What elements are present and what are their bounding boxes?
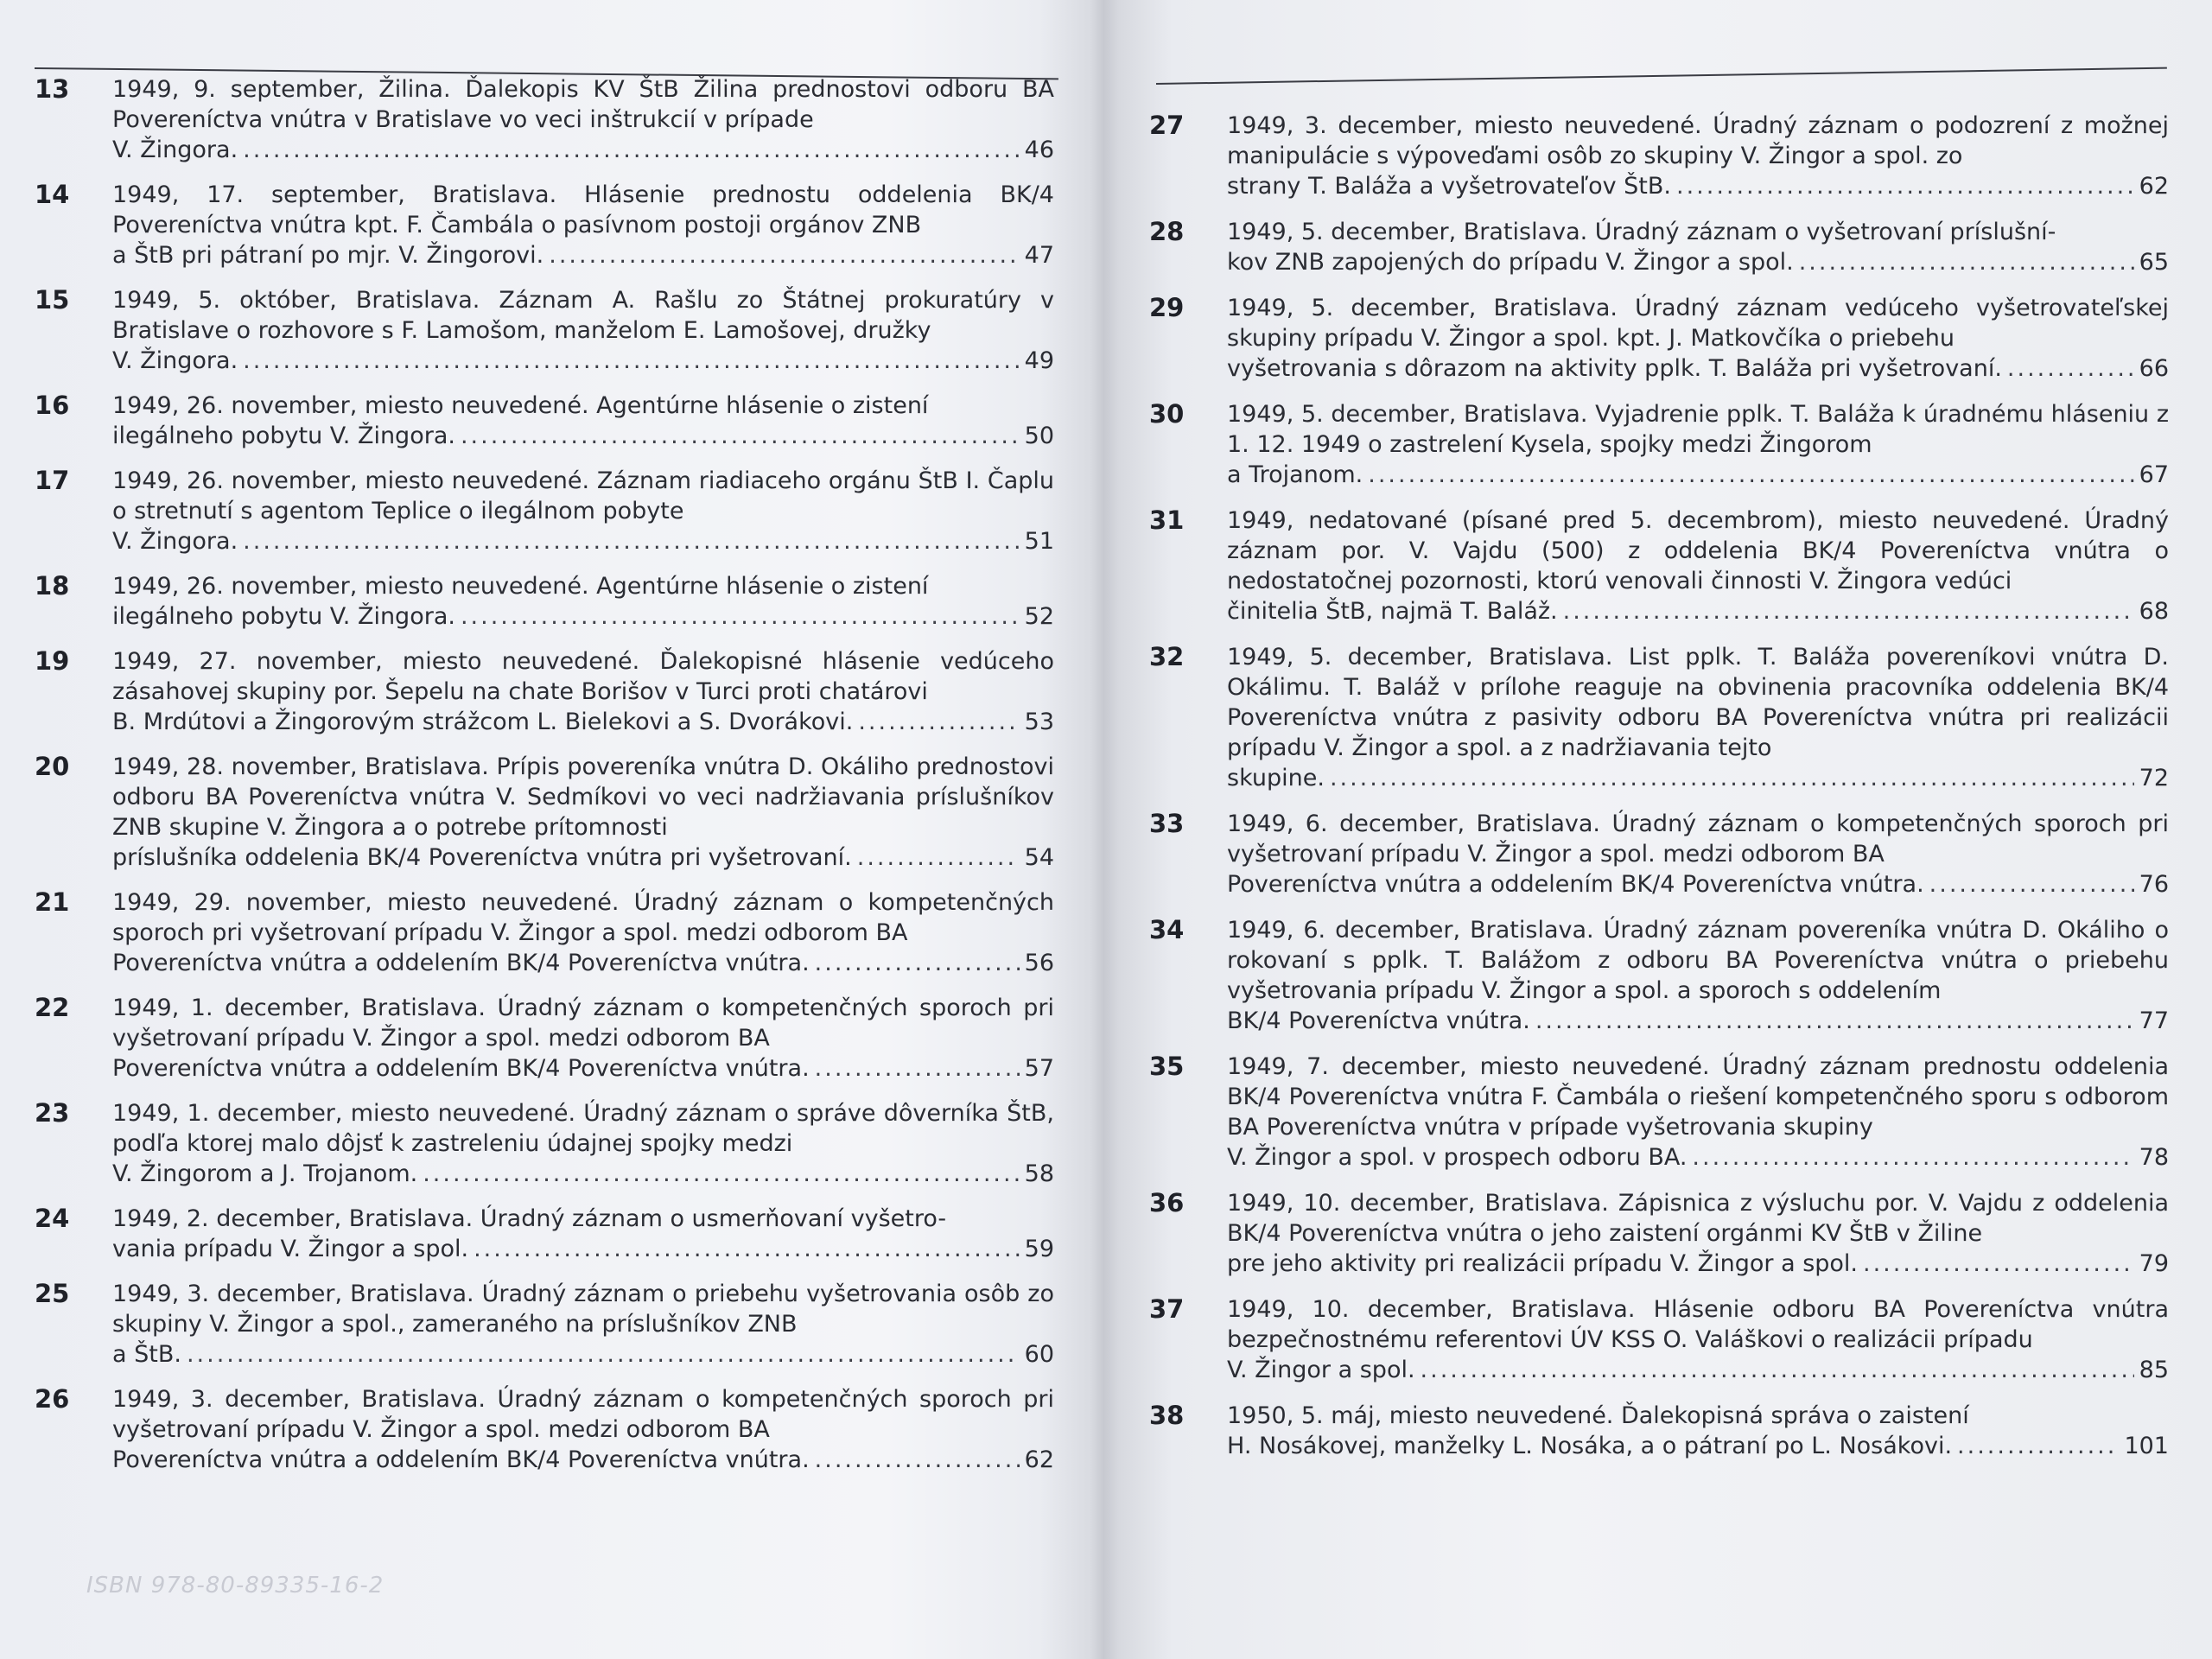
entry-number: 32 xyxy=(1149,642,1185,671)
entry-description-end: kov ZNB zapojených do prípadu V. Žingor a spol. xyxy=(1227,249,1794,276)
entry-last-line xyxy=(1227,1249,2169,1279)
entry-description-end: Povereníctva vnútra a oddelením BK/4 Povereníctva vnútra. xyxy=(112,950,810,976)
entry-last-line xyxy=(1227,353,2169,384)
entry-description-end: pre jeho aktivity pri realizácii prípadu V. Žingor a spol. xyxy=(1227,1250,1859,1277)
entry-number: 14 xyxy=(35,180,70,209)
entry-description: 1949, 6. december, Bratislava. Úradný záznam povereníka vnútra D. Okáliho o rokovaní s pplk. T. Balážom z odboru BA Povereníctva vnútra o priebehu vyšetrovania prípadu V. Žingor a spol. a sporoch s oddelením xyxy=(1227,917,2169,1004)
page-number: 52 xyxy=(1024,603,1054,630)
page-number: 56 xyxy=(1024,950,1054,976)
entry-description: 1949, 5. december, Bratislava. Úradný záznam o vyšetrovaní príslušní- xyxy=(1227,219,2056,245)
entry-last-line xyxy=(112,601,1054,632)
entry-number: 30 xyxy=(1149,399,1185,429)
entry-description: 1949, 10. december, Bratislava. Hlásenie odboru BA Povereníctva vnútra bezpečnostnému referentovi ÚV KSS O. Valáškovi o realizácii prípadu xyxy=(1227,1296,2169,1353)
right-page xyxy=(1141,0,2169,1659)
dot-leader xyxy=(1957,1431,2119,1461)
entry-description-end: V. Žingorom a J. Trojanom. xyxy=(112,1160,418,1187)
dot-leader xyxy=(1863,1249,2134,1279)
dot-leader xyxy=(1799,247,2134,277)
dot-leader xyxy=(1929,869,2134,899)
toc-entry xyxy=(1141,217,2169,277)
entry-last-line xyxy=(112,135,1054,165)
entry-description: 1949, 1. december, miesto neuvedené. Úradný záznam o správe dôverníka ŠtB, podľa ktorej malo dôjsť k zastreleniu údajnej spojky medzi xyxy=(112,1100,1054,1157)
entry-description-end: vyšetrovania s dôrazom na aktivity pplk. T. Baláža pri vyšetrovaní. xyxy=(1227,355,2002,382)
entry-number: 23 xyxy=(35,1098,70,1128)
page-number: 79 xyxy=(2139,1250,2169,1277)
page-number: 54 xyxy=(1024,844,1054,871)
entry-last-line xyxy=(1227,1142,2169,1173)
entry-description: 1949, 17. september, Bratislava. Hlásenie prednostu oddelenia BK/4 Povereníctva vnútra kpt. F. Čambála o pasívnom postoji orgánov ZNB xyxy=(112,181,1054,238)
dot-leader xyxy=(187,1339,1020,1370)
entry-last-line xyxy=(1227,460,2169,490)
entry-description: 1949, 3. december, Bratislava. Úradný záznam o kompetenčných sporoch pri vyšetrovaní prípadu V. Žingor a spol. medzi odborom BA xyxy=(112,1386,1054,1443)
toc-entry xyxy=(1141,1052,2169,1173)
entry-description-end: V. Žingora. xyxy=(112,137,238,163)
toc-entry xyxy=(26,887,1054,978)
dot-leader xyxy=(815,948,1020,978)
page-number: 62 xyxy=(2139,173,2169,200)
entry-number: 26 xyxy=(35,1384,70,1414)
page-number: 67 xyxy=(2139,461,2169,488)
page-number: 77 xyxy=(2139,1007,2169,1034)
toc-entry xyxy=(1141,1294,2169,1385)
page-number: 72 xyxy=(2139,765,2169,791)
dot-leader xyxy=(474,1234,1020,1264)
entry-number: 37 xyxy=(1149,1294,1185,1324)
entry-number: 28 xyxy=(1149,217,1185,246)
top-rule xyxy=(1156,67,2167,85)
entry-number: 34 xyxy=(1149,915,1185,944)
entry-last-line xyxy=(1227,1006,2169,1036)
entry-last-line xyxy=(1227,763,2169,793)
entry-last-line xyxy=(112,1445,1054,1475)
entry-description-end: Povereníctva vnútra a oddelením BK/4 Povereníctva vnútra. xyxy=(1227,871,1924,898)
entry-last-line xyxy=(1227,1355,2169,1385)
dot-leader xyxy=(243,135,1019,165)
entry-description-end: vania prípadu V. Žingor a spol. xyxy=(112,1236,469,1262)
page-number: 62 xyxy=(1024,1446,1054,1473)
entry-description: 1949, 29. november, miesto neuvedené. Úradný záznam o kompetenčných sporoch pri vyšetrovaní prípadu V. Žingor a spol. medzi odborom BA xyxy=(112,889,1054,946)
entry-number: 24 xyxy=(35,1204,70,1233)
entry-description-end: V. Žingora. xyxy=(112,347,238,374)
entry-last-line xyxy=(1227,247,2169,277)
entry-description: 1949, nedatované (písané pred 5. decembrom), miesto neuvedené. Úradný záznam por. V. Vajdu (500) z oddelenia BK/4 Povereníctva vnútra o nedostatočnej pozornosti, ktorú venovali činnosti V. Žingora vedúci xyxy=(1227,507,2169,594)
toc-entry xyxy=(26,74,1054,165)
entry-number: 38 xyxy=(1149,1401,1185,1430)
dot-leader xyxy=(423,1159,1019,1189)
page-number: 57 xyxy=(1024,1055,1054,1082)
toc-entry xyxy=(1141,1188,2169,1279)
entry-description: 1949, 5. december, Bratislava. List pplk. T. Baláža povereníkovi vnútra D. Okálimu. T. Baláž v prílohe reaguje na obvinenia pracovníka oddelenia BK/4 Povereníctva vnútra z pasivity odboru BA Povereníctva vnútra pri realizácii prípadu V. Žingor a spol. a z nadržiavania tejto xyxy=(1227,644,2169,761)
entry-description-end: a Trojanom. xyxy=(1227,461,1363,488)
entry-description-end: a ŠtB pri pátraní po mjr. V. Žingorovi. xyxy=(112,242,544,269)
entry-last-line xyxy=(112,1053,1054,1084)
entry-description: 1949, 26. november, miesto neuvedené. Agentúrne hlásenie o zistení xyxy=(112,392,929,419)
toc-entry xyxy=(26,571,1054,632)
entry-description: 1950, 5. máj, miesto neuvedené. Ďalekopisná správa o zaistení xyxy=(1227,1402,1969,1429)
entry-description: 1949, 1. december, Bratislava. Úradný záznam o kompetenčných sporoch pri vyšetrovaní prípadu V. Žingor a spol. medzi odborom BA xyxy=(112,995,1054,1052)
toc-entry xyxy=(1141,111,2169,201)
page-number: 49 xyxy=(1024,347,1054,374)
page-number: 51 xyxy=(1024,528,1054,555)
page-number: 59 xyxy=(1024,1236,1054,1262)
dot-leader xyxy=(1563,596,2134,626)
toc-entry xyxy=(1141,1401,2169,1461)
entry-description-end: V. Žingora. xyxy=(112,528,238,555)
entry-description: 1949, 5. december, Bratislava. Vyjadrenie pplk. T. Baláža k úradnému hláseniu z 1. 12. 1949 o zastrelení Kysela, spojky medzi Žingorom xyxy=(1227,401,2169,458)
entry-last-line xyxy=(112,707,1054,737)
dot-leader xyxy=(461,601,1020,632)
page-number: 78 xyxy=(2139,1144,2169,1171)
entry-last-line xyxy=(112,421,1054,451)
entry-number: 36 xyxy=(1149,1188,1185,1217)
toc-entry xyxy=(26,752,1054,873)
entry-description: 1949, 26. november, miesto neuvedené. Agentúrne hlásenie o zistení xyxy=(112,573,929,600)
entry-description-end: a ŠtB. xyxy=(112,1341,181,1368)
left-entry-list xyxy=(26,74,1054,1490)
dot-leader xyxy=(1330,763,2134,793)
entry-description: 1949, 3. december, miesto neuvedené. Úradný záznam o podozrení z možnej manipulácie s výpoveďami osôb zo skupiny V. Žingor a spol. zo xyxy=(1227,112,2169,169)
entry-number: 31 xyxy=(1149,505,1185,535)
toc-entry xyxy=(1141,915,2169,1036)
page-number: 101 xyxy=(2124,1433,2169,1459)
toc-entry xyxy=(1141,293,2169,384)
toc-entry xyxy=(26,285,1054,376)
page-number: 53 xyxy=(1024,709,1054,735)
page-number: 46 xyxy=(1024,137,1054,163)
entry-description: 1949, 3. december, Bratislava. Úradný záznam o priebehu vyšetrovania osôb zo skupiny V. Žingor a spol., zameraného na príslušníkov ZNB xyxy=(112,1281,1054,1338)
entry-last-line xyxy=(112,948,1054,978)
entry-number: 13 xyxy=(35,74,70,104)
entry-last-line xyxy=(112,240,1054,270)
dot-leader xyxy=(1368,460,2133,490)
page-number: 60 xyxy=(1024,1341,1054,1368)
entry-last-line xyxy=(112,842,1054,873)
entry-description-end: ilegálneho pobytu V. Žingora. xyxy=(112,423,455,449)
toc-entry xyxy=(1141,809,2169,899)
page-number: 66 xyxy=(2139,355,2169,382)
isbn-show-through: ISBN 978-80-89335-16-2 xyxy=(86,1573,385,1599)
entry-last-line xyxy=(1227,869,2169,899)
dot-leader xyxy=(857,842,1020,873)
page-number: 65 xyxy=(2139,249,2169,276)
entry-last-line xyxy=(112,1339,1054,1370)
page-number: 68 xyxy=(2139,598,2169,625)
left-page xyxy=(26,0,1054,1659)
page-number: 50 xyxy=(1024,423,1054,449)
entry-description-end: Povereníctva vnútra a oddelením BK/4 Povereníctva vnútra. xyxy=(112,1055,810,1082)
entry-description: 1949, 9. september, Žilina. Ďalekopis KV ŠtB Žilina prednostovi odboru BA Povereníctva vnútra v Bratislave vo veci inštrukcií v prípade xyxy=(112,76,1054,133)
entry-number: 19 xyxy=(35,646,70,676)
toc-entry xyxy=(1141,399,2169,490)
dot-leader xyxy=(1535,1006,2134,1036)
entry-description-end: H. Nosákovej, manželky L. Nosáka, a o pátraní po L. Nosákovi. xyxy=(1227,1433,1953,1459)
entry-number: 27 xyxy=(1149,111,1185,140)
entry-number: 15 xyxy=(35,285,70,315)
dot-leader xyxy=(1692,1142,2133,1173)
dot-leader xyxy=(858,707,1019,737)
dot-leader xyxy=(243,346,1019,376)
entry-last-line xyxy=(1227,171,2169,201)
toc-entry xyxy=(26,1279,1054,1370)
entry-number: 18 xyxy=(35,571,70,601)
dot-leader xyxy=(461,421,1020,451)
entry-number: 35 xyxy=(1149,1052,1185,1081)
page-number: 58 xyxy=(1024,1160,1054,1187)
entry-description: 1949, 28. november, Bratislava. Prípis povereníka vnútra D. Okáliho prednostovi odboru BA Povereníctva vnútra V. Sedmíkovi vo veci nadržiavania príslušníkov ZNB skupine V. Žingora a o potrebe prítomnosti xyxy=(112,753,1054,841)
entry-description-end: skupine. xyxy=(1227,765,1325,791)
entry-number: 17 xyxy=(35,466,70,495)
entry-description: 1949, 5. december, Bratislava. Úradný záznam vedúceho vyšetrovateľskej skupiny prípadu V. Žingor a spol. kpt. J. Matkovčíka o priebehu xyxy=(1227,295,2169,352)
entry-last-line xyxy=(112,1234,1054,1264)
dot-leader xyxy=(243,526,1019,556)
entry-description-end: ilegálneho pobytu V. Žingora. xyxy=(112,603,455,630)
dot-leader xyxy=(2007,353,2134,384)
dot-leader xyxy=(815,1445,1020,1475)
toc-entry xyxy=(26,646,1054,737)
page-number: 85 xyxy=(2139,1357,2169,1383)
page-number: 76 xyxy=(2139,871,2169,898)
entry-last-line xyxy=(112,1159,1054,1189)
entry-last-line xyxy=(112,346,1054,376)
dot-leader xyxy=(1421,1355,2134,1385)
entry-number: 22 xyxy=(35,993,70,1022)
toc-entry xyxy=(26,180,1054,270)
toc-entry xyxy=(26,391,1054,451)
entry-description: 1949, 7. december, miesto neuvedené. Úradný záznam prednostu oddelenia BK/4 Povereníctva vnútra F. Čambála o riešení kompetenčného sporu s odborom BA Povereníctva vnútra v prípade vyšetrovania skupiny xyxy=(1227,1053,2169,1141)
dot-leader xyxy=(815,1053,1020,1084)
entry-number: 33 xyxy=(1149,809,1185,838)
entry-description-end: príslušníka oddelenia BK/4 Povereníctva vnútra pri vyšetrovaní. xyxy=(112,844,852,871)
entry-description: 1949, 26. november, miesto neuvedené. Záznam riadiaceho orgánu ŠtB I. Čaplu o stretnutí s agentom Teplice o ilegálnom pobyte xyxy=(112,467,1054,524)
entry-description-end: B. Mrdútovi a Žingorovým strážcom L. Bielekovi a S. Dvorákovi. xyxy=(112,709,854,735)
entry-number: 25 xyxy=(35,1279,70,1308)
toc-entry xyxy=(1141,505,2169,626)
entry-description-end: V. Žingor a spol. xyxy=(1227,1357,1415,1383)
entry-description: 1949, 5. október, Bratislava. Záznam A. Rašlu zo Štátnej prokuratúry v Bratislave o rozhovore s F. Lamošom, manželom E. Lamošovej, družky xyxy=(112,287,1054,344)
entry-description-end: činitelia ŠtB, najmä T. Baláž. xyxy=(1227,598,1558,625)
entry-description-end: V. Žingor a spol. v prospech odboru BA. xyxy=(1227,1144,1688,1171)
entry-last-line xyxy=(112,526,1054,556)
entry-description: 1949, 6. december, Bratislava. Úradný záznam o kompetenčných sporoch pri vyšetrovaní prípadu V. Žingor a spol. medzi odborom BA xyxy=(1227,810,2169,868)
entry-number: 29 xyxy=(1149,293,1185,322)
toc-entry xyxy=(26,466,1054,556)
entry-description-end: strany T. Baláža a vyšetrovateľov ŠtB. xyxy=(1227,173,1671,200)
toc-entry xyxy=(26,993,1054,1084)
right-entry-list xyxy=(1141,111,2169,1477)
page-number: 47 xyxy=(1024,242,1054,269)
dot-leader xyxy=(549,240,1019,270)
toc-entry xyxy=(26,1204,1054,1264)
toc-entry xyxy=(1141,642,2169,793)
entry-description: 1949, 2. december, Bratislava. Úradný záznam o usmerňovaní vyšetro- xyxy=(112,1205,947,1232)
toc-entry xyxy=(26,1098,1054,1189)
entry-number: 16 xyxy=(35,391,70,420)
entry-last-line xyxy=(1227,596,2169,626)
entry-last-line xyxy=(1227,1431,2169,1461)
dot-leader xyxy=(1676,171,2134,201)
entry-number: 21 xyxy=(35,887,70,917)
entry-description-end: BK/4 Povereníctva vnútra. xyxy=(1227,1007,1530,1034)
entry-description-end: Povereníctva vnútra a oddelením BK/4 Povereníctva vnútra. xyxy=(112,1446,810,1473)
entry-number: 20 xyxy=(35,752,70,781)
entry-description: 1949, 10. december, Bratislava. Zápisnica z výsluchu por. V. Vajdu z oddelenia BK/4 Povereníctva vnútra o jeho zaistení orgánmi KV ŠtB v Žiline xyxy=(1227,1190,2169,1247)
entry-description: 1949, 27. november, miesto neuvedené. Ďalekopisné hlásenie vedúceho zásahovej skupiny por. Šepelu na chate Borišov v Turci proti chatárovi xyxy=(112,648,1054,705)
toc-entry xyxy=(26,1384,1054,1475)
